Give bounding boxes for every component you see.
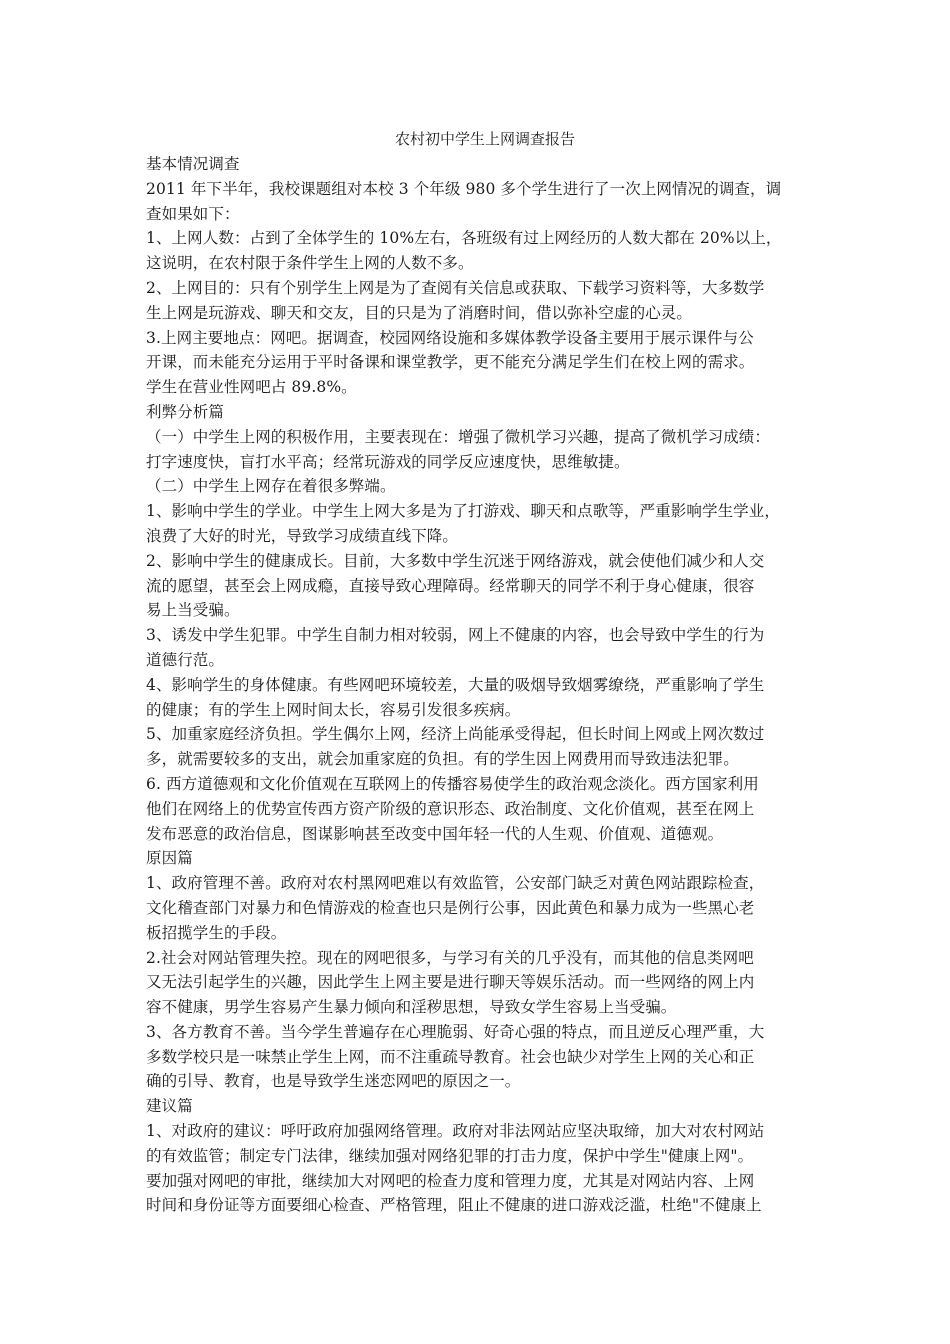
document-title: 农村初中学生上网调查报告: [394, 130, 575, 148]
text-line: 2011 年下半年，我校课题组对本校 3 个年级 980 多个学生进行了一次上网情况的调查，调: [146, 179, 782, 198]
text-line: 时间和身份证等方面要细心检查、严格管理，阻止不健康的进口游戏泛滥，杜绝"不健康上: [146, 1196, 762, 1215]
text-line: 2、上网目的：只有个别学生上网是为了查阅有关信息或获取、下载学习资料等，大多数学: [146, 278, 765, 297]
text-line: 原因篇: [146, 849, 193, 868]
text-line: 他们在网络上的优势宣传西方资产阶级的意识形态、政治制度、文化价值观，甚至在网上: [146, 799, 755, 818]
text-line: 容不健康，男学生容易产生暴力倾向和淫秽思想，导致女学生容易上当受骗。: [146, 998, 677, 1017]
text-line: 要加强对网吧的审批，继续加大对网吧的检查力度和管理力度，尤其是对网站内容、上网: [146, 1171, 755, 1190]
text-line: 确的引导、教育，也是导致学生迷恋网吧的原因之一。: [146, 1072, 521, 1091]
text-line: 多，就需要较多的支出，就会加重家庭的负担。有的学生因上网费用而导致违法犯罪。: [146, 750, 739, 769]
document-page: [146, 126, 814, 1218]
text-line: 打字速度快，盲打水平高；经常玩游戏的同学反应速度快，思维敏捷。: [146, 452, 630, 471]
text-line: 又无法引起学生的兴趣，因此学生上网主要是进行聊天等娱乐活动。而一些网络的网上内: [146, 973, 755, 992]
text-line: 4、影响学生的身体健康。有些网吧环境较差，大量的吸烟导致烟雾缭绕，严重影响了学生: [146, 675, 765, 694]
text-line: 易上当受骗。: [146, 601, 240, 620]
text-line: 3、诱发中学生犯罪。中学生自制力相对较弱，网上不健康的内容，也会导致中学生的行为: [146, 626, 765, 645]
text-line: 生上网是玩游戏、聊天和交友，目的只是为了消磨时间，借以弥补空虚的心灵。: [146, 303, 693, 322]
text-line: 浪费了大好的时光，导致学习成绩直线下降。: [146, 526, 459, 545]
text-line: 1、政府管理不善。政府对农村黑网吧难以有效监管，公安部门缺乏对黄色网站跟踪检查，: [146, 874, 765, 893]
text-line: 5、加重家庭经济负担。学生偶尔上网，经济上尚能承受得起，但长时间上网或上网次数过: [146, 725, 765, 744]
text-line: 学生在营业性网吧占 89.8%。: [146, 378, 357, 397]
text-line: 发布恶意的政治信息，图谋影响甚至改变中国年轻一代的人生观、价值观、道德观。: [146, 824, 724, 843]
text-line: 的健康；有的学生上网时间太长，容易引发很多疾病。: [146, 700, 521, 719]
text-line: 查如果如下：: [146, 204, 240, 223]
text-line: 道德行范。: [146, 650, 225, 669]
text-line: 1、对政府的建议：呼吁政府加强网络管理。政府对非法网站应坚决取缔，加大对农村网站: [146, 1122, 765, 1141]
text-line: 这说明，在农村限于条件学生上网的人数不多。: [146, 254, 474, 273]
text-line: 3.上网主要地点：网吧。据调查，校园网络设施和多媒体教学设备主要用于展示课件与公: [146, 328, 754, 347]
text-line: 的有效监管；制定专门法律，继续加强对网络犯罪的打击力度，保护中学生"健康上网"。: [146, 1146, 754, 1165]
text-line: （一）中学生上网的积极作用，主要表现在：增强了微机学习兴趣，提高了微机学习成绩：: [146, 427, 771, 446]
text-line: 板招揽学生的手段。: [146, 923, 287, 942]
text-line: （二）中学生上网存在着很多弊端。: [146, 477, 396, 496]
text-line: 1、上网人数：占到了全体学生的 10%左右，各班级有过上网经历的人数大都在 20%以上，: [146, 229, 782, 248]
text-line: 流的愿望，甚至会上网成瘾，直接导致心理障碍。经常聊天的同学不利于身心健康，很容: [146, 576, 755, 595]
text-line: 6. 西方道德观和文化价值观在互联网上的传播容易使学生的政治观念淡化。西方国家利用: [146, 774, 759, 793]
text-line: 利弊分析篇: [146, 402, 225, 421]
text-line: 3、各方教育不善。当今学生普遍存在心理脆弱、好奇心强的特点，而且逆反心理严重，大: [146, 1022, 765, 1041]
text-line: 2、影响中学生的健康成长。目前，大多数中学生沉迷于网络游戏，就会使他们减少和人交: [146, 551, 765, 570]
text-line: 基本情况调查: [146, 155, 240, 173]
text-line: 2.社会对网站管理失控。现在的网吧很多，与学习有关的几乎没有，而其他的信息类网吧: [146, 948, 754, 967]
document-body: [146, 152, 814, 1218]
text-line: 文化稽查部门对暴力和色情游戏的检查也只是例行公事，因此黄色和暴力成为一些黑心老: [146, 898, 755, 917]
text-line: 多数学校只是一味禁止学生上网，而不注重疏导教育。社会也缺少对学生上网的关心和正: [146, 1047, 755, 1066]
text-line: 建议篇: [146, 1097, 193, 1116]
text-line: 开课，而未能充分运用于平时备课和课堂教学，更不能充分满足学生们在校上网的需求。: [146, 353, 755, 372]
text-line: 1、影响中学生的学业。中学生上网大多是为了打游戏、聊天和点歌等，严重影响学生学业，: [146, 502, 780, 521]
